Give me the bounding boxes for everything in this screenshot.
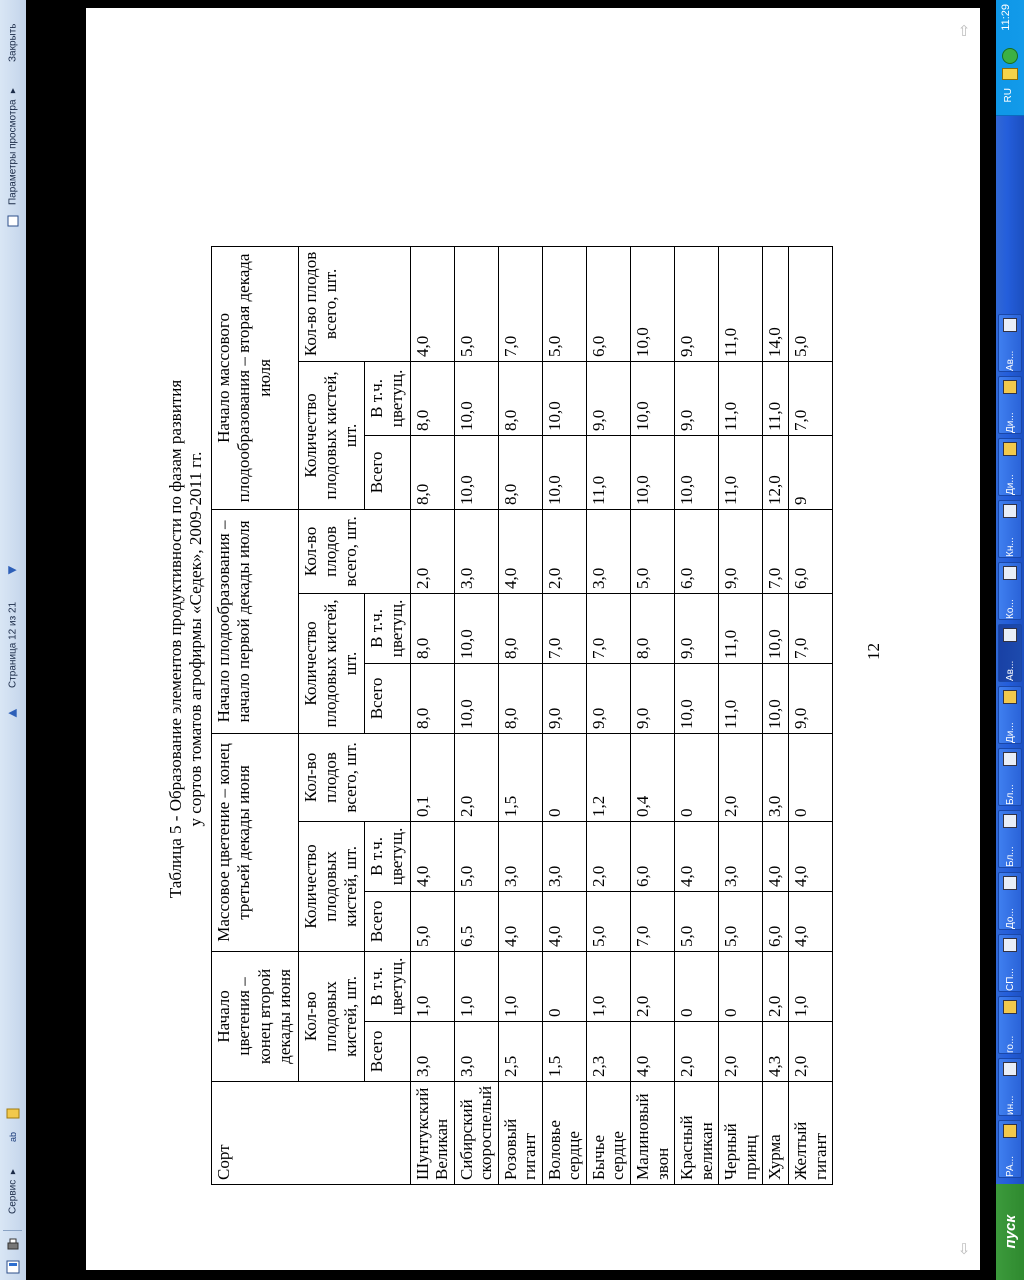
table-cell: 7,0: [498, 246, 542, 361]
table-cell: 8,0: [498, 361, 542, 435]
language-indicator[interactable]: RU: [1003, 88, 1014, 103]
table-cell: 8,0: [498, 593, 542, 663]
taskbar-button-label: СП...: [1004, 968, 1016, 991]
table-cell: 4,0: [410, 246, 454, 361]
header-total: Всего: [364, 1021, 410, 1081]
table-cell: 2,0: [675, 1021, 719, 1081]
taskbar-button-label: Ди...: [1004, 474, 1016, 495]
table-cell: 3,0: [763, 733, 789, 821]
variety-name: Желтый гигант: [789, 1081, 833, 1184]
previous-page-arrow-icon[interactable]: ◀: [8, 706, 17, 719]
header-flowering: В т.ч. цветущ.: [364, 951, 410, 1021]
table-cell: 7,0: [630, 891, 674, 951]
table-cell: 5,0: [586, 891, 630, 951]
taskbar-button-label: Бл...: [1004, 784, 1016, 805]
window-icon: [1003, 380, 1017, 394]
table-cell: 14,0: [763, 246, 789, 361]
taskbar-button[interactable]: [998, 934, 1022, 992]
scroll-up-icon[interactable]: ⇧: [957, 23, 971, 40]
start-label: пуск: [1001, 1215, 1019, 1249]
table-row: [719, 246, 763, 1184]
taskbar-button-label: Кн...: [1004, 537, 1016, 557]
table-cell: 0: [675, 951, 719, 1021]
table-cell: 3,0: [719, 821, 763, 891]
table-row: [586, 246, 630, 1184]
table-cell: 11,0: [763, 361, 789, 435]
table-cell: 12,0: [763, 435, 789, 509]
table-body: [410, 246, 833, 1184]
table-cell: 10,0: [763, 663, 789, 733]
table-cell: 1,0: [454, 951, 498, 1021]
table-cell: 2,0: [410, 509, 454, 593]
table-cell: 4,0: [763, 821, 789, 891]
table-title-line1: Таблица 5 - Образование элементов продуктивности по фазам развития: [166, 379, 185, 899]
table-cell: 9: [789, 435, 833, 509]
table-cell: 7,0: [763, 509, 789, 593]
table-cell: 3,0: [410, 1021, 454, 1081]
header-p2-fruits: Кол-во плодов всего, шт.: [298, 733, 410, 821]
table-cell: 5,0: [789, 246, 833, 361]
header-sort: Сорт: [212, 1081, 411, 1184]
table-cell: 10,0: [675, 435, 719, 509]
table-cell: 6,0: [675, 509, 719, 593]
document-page: [86, 8, 980, 1270]
taskbar-button[interactable]: [998, 376, 1022, 434]
header-p2-clusters: Количество плодовых кистей, шт.: [298, 821, 364, 951]
table-cell: 1,0: [410, 951, 454, 1021]
header-p4-clusters: Количество плодовых кистей, шт.: [298, 361, 364, 509]
window-icon: [1003, 442, 1017, 456]
table-title-line2: у сортов томатов агрофирмы «Седек», 2009-2011 гг.: [186, 451, 205, 827]
table-cell: 4,3: [763, 1021, 789, 1081]
header-p4-fruits: Кол-во плодов всего, шт.: [298, 246, 410, 361]
header-flowering: В т.ч. цветущ.: [364, 361, 410, 435]
table-cell: 9,0: [675, 246, 719, 361]
table-cell: 2,0: [719, 1021, 763, 1081]
taskbar: [996, 0, 1024, 1280]
table-cell: 2,5: [498, 1021, 542, 1081]
table-cell: 11,0: [719, 663, 763, 733]
table-row: [789, 246, 833, 1184]
variety-name: Черный принц: [719, 1081, 763, 1184]
window-icon: [1003, 318, 1017, 332]
table-cell: 4,0: [789, 891, 833, 951]
table-cell: 2,0: [542, 509, 586, 593]
table-cell: 1,5: [542, 1021, 586, 1081]
table-cell: 11,0: [719, 361, 763, 435]
window-icon: [1003, 690, 1017, 704]
table-cell: 2,3: [586, 1021, 630, 1081]
table-cell: 1,0: [586, 951, 630, 1021]
taskbar-button-label: го...: [1004, 1035, 1016, 1053]
table-cell: 1,2: [586, 733, 630, 821]
page-number: 12: [864, 643, 883, 660]
print-icon[interactable]: [3, 1236, 22, 1254]
window-icon: [1003, 566, 1017, 580]
table-row: [630, 246, 674, 1184]
table-cell: 5,0: [630, 509, 674, 593]
table-cell: 10,0: [454, 435, 498, 509]
table-cell: 2,0: [454, 733, 498, 821]
variety-name: Бычье сердце: [586, 1081, 630, 1184]
table-cell: 11,0: [719, 246, 763, 361]
table-cell: 6,5: [454, 891, 498, 951]
window-icon: [1003, 1062, 1017, 1076]
table-cell: 2,0: [586, 821, 630, 891]
table-cell: 10,0: [630, 435, 674, 509]
variety-name: Сибирский скороспелый: [454, 1081, 498, 1184]
table-cell: 0: [675, 733, 719, 821]
table-cell: 3,0: [542, 821, 586, 891]
taskbar-button-label: Ав...: [1004, 660, 1016, 681]
window-icon: [1003, 752, 1017, 766]
table-cell: 2,0: [719, 733, 763, 821]
table-cell: 2,0: [630, 951, 674, 1021]
taskbar-button-label: Ди...: [1004, 412, 1016, 433]
table-cell: 8,0: [498, 435, 542, 509]
table-row: [675, 246, 719, 1184]
header-flowering: В т.ч. цветущ.: [364, 821, 410, 891]
taskbar-button[interactable]: [998, 500, 1022, 558]
table-cell: 2,0: [789, 1021, 833, 1081]
table-cell: 5,0: [410, 891, 454, 951]
header-flowering: В т.ч. цветущ.: [364, 593, 410, 663]
table-cell: 1,0: [789, 951, 833, 1021]
table-cell: 6,0: [789, 509, 833, 593]
table-cell: 5,0: [675, 891, 719, 951]
table-cell: 11,0: [719, 435, 763, 509]
table-cell: 8,0: [410, 435, 454, 509]
taskbar-button-label: Ав...: [1004, 350, 1016, 371]
window-icon: [1003, 938, 1017, 952]
table-cell: 9,0: [586, 663, 630, 733]
window-icon: [1003, 1000, 1017, 1014]
table-cell: 10,0: [542, 435, 586, 509]
taskbar-button[interactable]: [998, 1120, 1022, 1178]
table-cell: 9,0: [675, 361, 719, 435]
taskbar-button[interactable]: [998, 686, 1022, 744]
table-row: [410, 246, 454, 1184]
table-cell: 3,0: [454, 1021, 498, 1081]
table-cell: 10,0: [630, 246, 674, 361]
header-phase4: Начало массового плодообразования – вторая декада июля: [212, 246, 299, 509]
taskbar-button-label: Ко...: [1004, 599, 1016, 619]
table-cell: 10,0: [454, 593, 498, 663]
variety-name: Воловье сердце: [542, 1081, 586, 1184]
variety-name: Хурма: [763, 1081, 789, 1184]
table-cell: 4,0: [498, 509, 542, 593]
taskbar-button[interactable]: [998, 314, 1022, 372]
table-cell: 9,0: [789, 663, 833, 733]
table-cell: 5,0: [542, 246, 586, 361]
variety-name: Розовый гигант: [498, 1081, 542, 1184]
table-cell: 0: [719, 951, 763, 1021]
taskbar-button[interactable]: [998, 872, 1022, 930]
table-cell: 4,0: [410, 821, 454, 891]
window-icon: [1003, 504, 1017, 518]
taskbar-button[interactable]: [998, 438, 1022, 496]
taskbar-button[interactable]: [998, 1058, 1022, 1116]
table-cell: 4,0: [542, 891, 586, 951]
page-indicator-label: Страница 12 из 21: [7, 601, 19, 689]
taskbar-button-label: До...: [1004, 908, 1016, 929]
close-label: Закрыть: [7, 23, 19, 62]
table-cell: 9,0: [586, 361, 630, 435]
service-menu[interactable]: Сервис ▾: [7, 1165, 19, 1215]
table-cell: 3,0: [586, 509, 630, 593]
variety-name: Красный великан: [675, 1081, 719, 1184]
taskbar-button[interactable]: [998, 748, 1022, 806]
table-cell: 11,0: [719, 593, 763, 663]
header-phase3: Начало плодообразования – начало первой декады июля: [212, 509, 299, 733]
window-icon: [1003, 628, 1017, 642]
window-icon: [1003, 876, 1017, 890]
header-p3-fruits: Кол-во плодов всего, шт.: [298, 509, 410, 593]
table-cell: 8,0: [410, 663, 454, 733]
variety-name: Шунтукский Великан: [410, 1081, 454, 1184]
network-icon[interactable]: [1002, 48, 1018, 64]
view-params-icon[interactable]: [3, 212, 22, 230]
header-p3-clusters: Количество плодовых кистей, шт.: [298, 593, 364, 733]
header-total: Всего: [364, 891, 410, 951]
rotated-page-content: [86, 8, 980, 1270]
table-cell: 0: [542, 951, 586, 1021]
table-cell: 9,0: [630, 663, 674, 733]
table-cell: 0: [542, 733, 586, 821]
next-page-arrow-icon[interactable]: ▶: [8, 563, 17, 576]
table-cell: 0: [789, 733, 833, 821]
table-row: [763, 246, 789, 1184]
service-label: Сервис: [7, 1179, 19, 1215]
table-cell: 1,5: [498, 733, 542, 821]
variety-name: Малиновый звон: [630, 1081, 674, 1184]
table-cell: 9,0: [719, 509, 763, 593]
window-icon: [1003, 814, 1017, 828]
table-cell: 10,0: [454, 663, 498, 733]
view-params-menu[interactable]: Параметры просмотра ▾: [7, 85, 19, 205]
header-p1-clusters: Кол-во плодовых кистей, шт.: [298, 951, 364, 1081]
table-cell: 4,0: [498, 891, 542, 951]
start-button[interactable]: [996, 1184, 1024, 1280]
table-cell: 4,0: [675, 821, 719, 891]
taskbar-button[interactable]: [998, 624, 1022, 682]
taskbar-button-label: РА...: [1004, 1155, 1016, 1177]
table-cell: 6,0: [586, 246, 630, 361]
header-total: Всего: [364, 663, 410, 733]
table-cell: 8,0: [410, 593, 454, 663]
scroll-down-icon[interactable]: ⇩: [957, 1241, 971, 1258]
taskbar-button-label: Бл...: [1004, 846, 1016, 867]
table-cell: 5,0: [454, 246, 498, 361]
table-cell: 1,0: [498, 951, 542, 1021]
folder-icon[interactable]: [3, 1104, 22, 1122]
table-cell: 7,0: [542, 593, 586, 663]
table-cell: 4,0: [630, 1021, 674, 1081]
taskbar-button[interactable]: [998, 810, 1022, 868]
table-cell: 10,0: [542, 361, 586, 435]
table-cell: 8,0: [498, 663, 542, 733]
table-row: [498, 246, 542, 1184]
clock: 11:29: [1000, 4, 1012, 31]
system-tray: [996, 0, 1024, 116]
document-area: [26, 0, 996, 1280]
page-indicator: [1, 590, 25, 700]
table-cell: 5,0: [454, 821, 498, 891]
print-preview-toolbar: [0, 0, 27, 1280]
table-cell: 4,0: [789, 821, 833, 891]
table-cell: 2,0: [763, 951, 789, 1021]
table-cell: 6,0: [763, 891, 789, 951]
productivity-table: [211, 246, 833, 1185]
table-cell: 7,0: [789, 593, 833, 663]
table-cell: 10,0: [630, 361, 674, 435]
table-cell: 11,0: [586, 435, 630, 509]
table-cell: 5,0: [719, 891, 763, 951]
taskbar-button-label: Ди...: [1004, 722, 1016, 743]
view-params-label: Параметры просмотра: [7, 99, 19, 205]
close-button[interactable]: [1, 10, 25, 75]
table-cell: 3,0: [454, 509, 498, 593]
table-cell: 7,0: [789, 361, 833, 435]
header-phase1: Начало цветения – конец второй декады июня: [212, 951, 299, 1081]
header-phase2: Массовое цветение – конец третьей декады июня: [212, 733, 299, 951]
header-total: Всего: [364, 435, 410, 509]
keyboard-icon[interactable]: [1002, 68, 1018, 80]
window-icon: [1003, 1124, 1017, 1138]
table-row: [542, 246, 586, 1184]
table-cell: 10,0: [675, 663, 719, 733]
table-cell: 7,0: [586, 593, 630, 663]
table-cell: 8,0: [630, 593, 674, 663]
table-cell: 0,1: [410, 733, 454, 821]
table-cell: 9,0: [675, 593, 719, 663]
preview-icon[interactable]: [3, 1258, 22, 1276]
spelling-icon[interactable]: ab: [7, 1131, 18, 1142]
table-cell: 0,4: [630, 733, 674, 821]
taskbar-button[interactable]: [998, 996, 1022, 1054]
table-cell: 9,0: [542, 663, 586, 733]
table-cell: 6,0: [630, 821, 674, 891]
table-cell: 10,0: [763, 593, 789, 663]
taskbar-button-label: ин...: [1004, 1095, 1016, 1115]
table-cell: 10,0: [454, 361, 498, 435]
taskbar-button[interactable]: [998, 562, 1022, 620]
table-row: [454, 246, 498, 1184]
table-cell: 8,0: [410, 361, 454, 435]
table-cell: 3,0: [498, 821, 542, 891]
